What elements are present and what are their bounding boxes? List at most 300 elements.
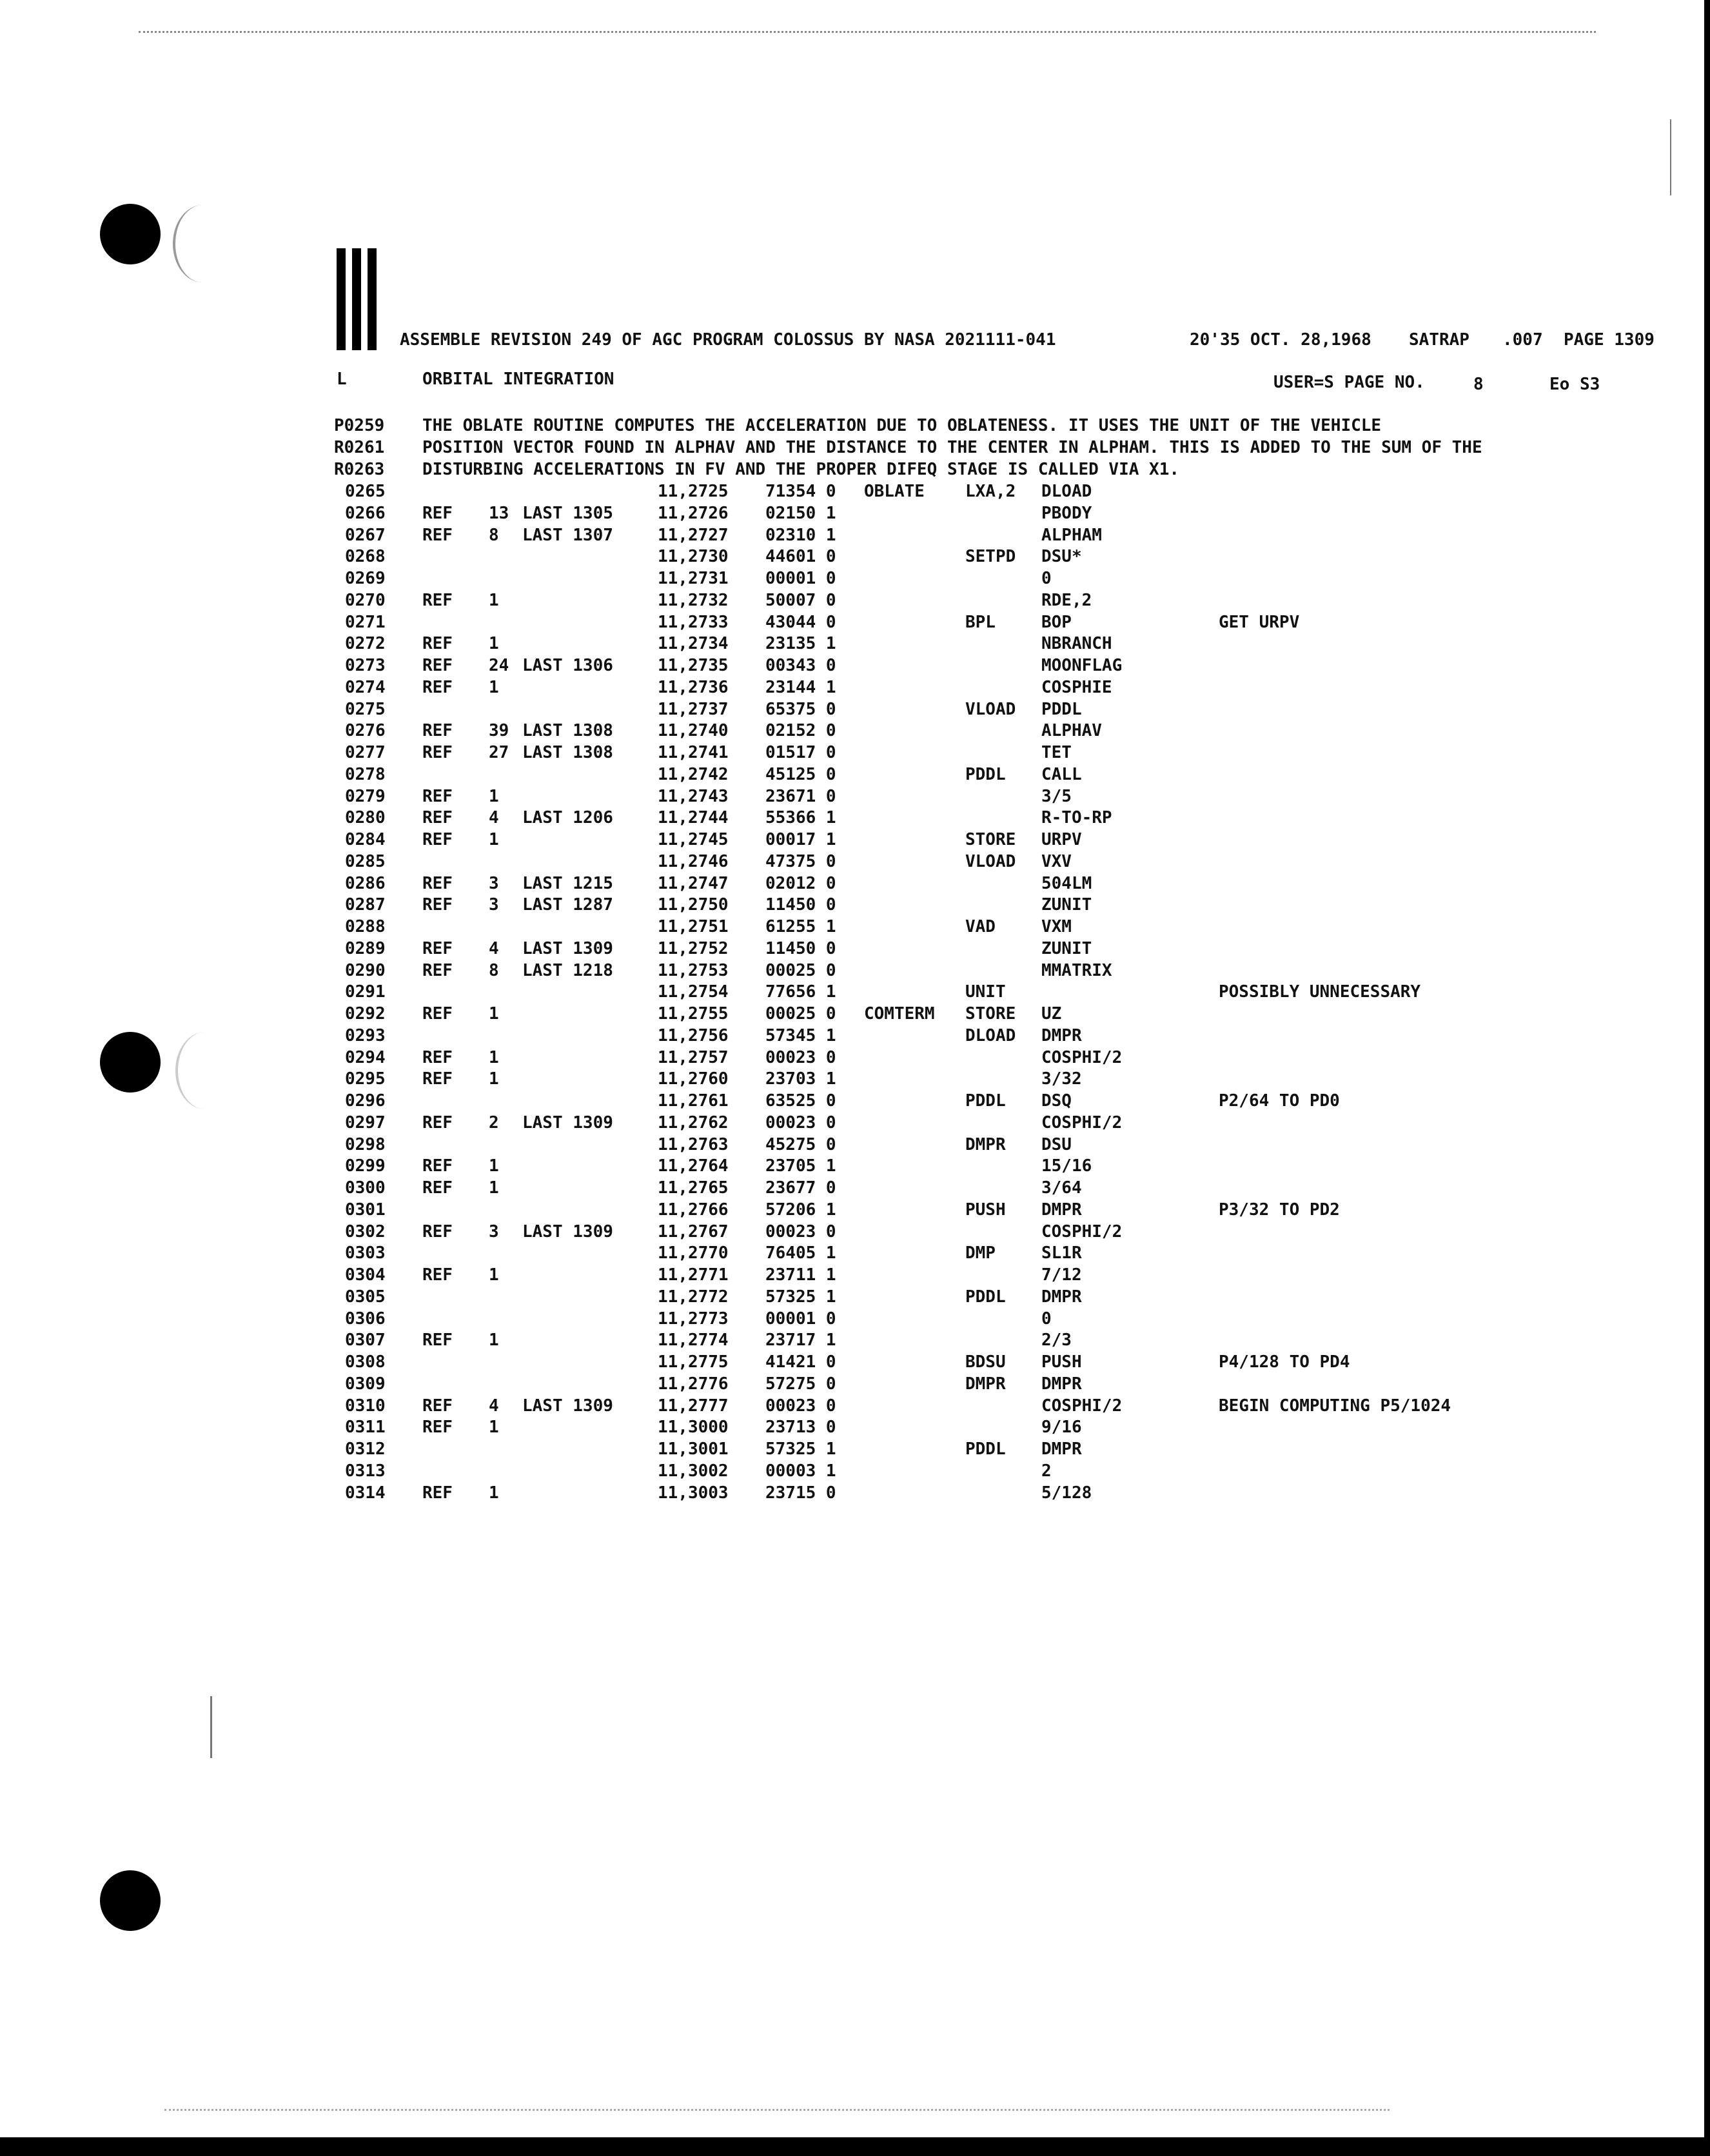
octal-word: 63525 0: [765, 1091, 836, 1111]
octal-word: 47375 0: [765, 851, 836, 871]
listing-row: [0, 852, 1710, 874]
listing-row: [0, 808, 1710, 830]
ref-count: 1: [489, 1069, 499, 1089]
symbol-label: COMTERM: [864, 1004, 935, 1024]
line-number: 0297: [345, 1113, 386, 1132]
assembly-title: ASSEMBLE REVISION 249 OF AGC PROGRAM COLOSSUS BY NASA 2021111-041: [400, 330, 1056, 350]
last-reference: LAST 1308: [522, 721, 613, 741]
line-number: 0278: [345, 764, 386, 784]
octal-word: 57325 1: [765, 1287, 836, 1307]
octal-word: 71354 0: [765, 482, 836, 501]
octal-word: 45275 0: [765, 1134, 836, 1154]
line-number: 0300: [345, 1178, 386, 1198]
operand: SL1R: [1041, 1243, 1082, 1263]
last-reference: LAST 1206: [522, 808, 613, 828]
octal-word: 00001 0: [765, 1309, 836, 1329]
octal-word: 00017 1: [765, 830, 836, 849]
ref-marker: REF: [422, 743, 453, 762]
operand: COSPHI/2: [1041, 1113, 1123, 1132]
operand: 5/128: [1041, 1483, 1092, 1503]
octal-word: 57275 0: [765, 1374, 836, 1394]
listing-row: [0, 1091, 1710, 1113]
address: 11,3000: [658, 1418, 729, 1438]
ref-marker: REF: [422, 1156, 453, 1176]
address: 11,2725: [658, 482, 729, 501]
ref-marker: REF: [422, 634, 453, 654]
address: 11,2764: [658, 1156, 729, 1176]
listing-row: [0, 1352, 1710, 1374]
last-reference: LAST 1218: [522, 960, 613, 980]
operand: PBODY: [1041, 503, 1092, 523]
operand: DLOAD: [1041, 482, 1092, 501]
operand: 3/64: [1041, 1178, 1082, 1198]
listing-row: [0, 1418, 1710, 1439]
address: 11,2727: [658, 525, 729, 545]
listing-row: [0, 1069, 1710, 1091]
listing-row: [0, 1048, 1710, 1070]
operand: PUSH: [1041, 1352, 1082, 1372]
address: 11,2776: [658, 1374, 729, 1394]
ref-marker: REF: [422, 677, 453, 697]
octal-word: 57325 1: [765, 1439, 836, 1459]
scan-mark-line-right: [1670, 119, 1671, 195]
comment-text: THE OBLATE ROUTINE COMPUTES THE ACCELERATION DUE TO OBLATENESS. IT USES THE UNIT OF THE VEHICLE: [422, 416, 1382, 435]
listing-row: [0, 874, 1710, 896]
operand: ZUNIT: [1041, 895, 1092, 915]
listing-row: [0, 1135, 1710, 1157]
last-reference: LAST 1287: [522, 895, 613, 915]
line-number: 0305: [345, 1287, 386, 1307]
line-number: 0314: [345, 1483, 386, 1503]
last-reference: LAST 1307: [522, 525, 613, 545]
address: 11,2756: [658, 1025, 729, 1045]
line-number: 0275: [345, 699, 386, 719]
ref-count: 39: [489, 721, 509, 741]
line-number: 0265: [345, 482, 386, 501]
ref-marker: REF: [422, 830, 453, 849]
listing-row: [0, 1374, 1710, 1396]
opcode: VLOAD: [965, 699, 1016, 719]
line-number: 0270: [345, 590, 386, 610]
operand: MOONFLAG: [1041, 656, 1123, 675]
listing-row: [0, 1330, 1710, 1352]
comment-text: DISTURBING ACCELERATIONS IN FV AND THE PROPER DIFEQ STAGE IS CALLED VIA X1.: [422, 460, 1179, 479]
ref-count: 13: [489, 503, 509, 523]
ref-marker: REF: [422, 1483, 453, 1503]
octal-word: 00343 0: [765, 656, 836, 675]
listing-row: [0, 765, 1710, 787]
octal-word: 55366 1: [765, 808, 836, 828]
line-number: 0267: [345, 525, 386, 545]
address: 11,2770: [658, 1243, 729, 1263]
operand: 0: [1041, 569, 1052, 588]
octal-word: 65375 0: [765, 699, 836, 719]
operand: 2/3: [1041, 1330, 1072, 1350]
ref-count: 8: [489, 960, 499, 980]
address: 11,2736: [658, 677, 729, 697]
listing-row: [0, 1026, 1710, 1048]
address: 11,2745: [658, 830, 729, 849]
operand: TET: [1041, 743, 1072, 762]
listing-row: [0, 526, 1710, 548]
line-number: 0272: [345, 634, 386, 654]
octal-word: 00023 0: [765, 1221, 836, 1241]
operand: ALPHAM: [1041, 525, 1102, 545]
operand: DSU*: [1041, 547, 1082, 567]
user-page-number: 8: [1473, 375, 1484, 394]
listing-row: [0, 547, 1710, 569]
remark: P3/32 TO PD2: [1219, 1200, 1340, 1220]
line-number: 0288: [345, 917, 386, 936]
opcode: DMPR: [965, 1134, 1006, 1154]
line-number: 0312: [345, 1439, 386, 1459]
operand: 504LM: [1041, 873, 1092, 893]
comment-line-number: R0263: [334, 460, 385, 479]
line-number: 0306: [345, 1309, 386, 1329]
operand: COSPHIE: [1041, 677, 1112, 697]
ref-count: 1: [489, 786, 499, 806]
ref-count: 1: [489, 1483, 499, 1503]
line-number: 0290: [345, 960, 386, 980]
operand: COSPHI/2: [1041, 1396, 1123, 1416]
octal-word: 23144 1: [765, 677, 836, 697]
listing-row: [0, 1483, 1710, 1505]
opcode: VAD: [965, 917, 996, 936]
operand: 7/12: [1041, 1265, 1082, 1285]
address: 11,2762: [658, 1113, 729, 1132]
listing-row: [0, 1243, 1710, 1265]
listing-row: [0, 656, 1710, 678]
address: 11,2774: [658, 1330, 729, 1350]
address: 11,2735: [658, 656, 729, 675]
operand: NBRANCH: [1041, 634, 1112, 654]
octal-word: 23705 1: [765, 1156, 836, 1176]
opcode: PDDL: [965, 1439, 1006, 1459]
octal-word: 50007 0: [765, 590, 836, 610]
operand: VXV: [1041, 851, 1072, 871]
line-number: 0308: [345, 1352, 386, 1372]
address: 11,2775: [658, 1352, 729, 1372]
octal-word: 61255 1: [765, 917, 836, 936]
ref-count: 1: [489, 1265, 499, 1285]
octal-word: 00001 0: [765, 569, 836, 588]
listing-row: [0, 917, 1710, 939]
line-number: 0304: [345, 1265, 386, 1285]
address: 11,3003: [658, 1483, 729, 1503]
operand: 0: [1041, 1309, 1052, 1329]
address: 11,2750: [658, 895, 729, 915]
ref-count: 4: [489, 1396, 499, 1416]
ref-marker: REF: [422, 590, 453, 610]
line-number: 0285: [345, 851, 386, 871]
listing-row: [0, 1156, 1710, 1178]
line-number: 0309: [345, 1374, 386, 1394]
line-number: 0286: [345, 873, 386, 893]
ref-marker: REF: [422, 1265, 453, 1285]
ref-count: 1: [489, 1004, 499, 1024]
address: 11,2747: [658, 873, 729, 893]
ref-count: 1: [489, 1330, 499, 1350]
line-number: 0289: [345, 938, 386, 958]
listing-row: [0, 895, 1710, 917]
address: 11,2746: [658, 851, 729, 871]
remark: BEGIN COMPUTING P5/1024: [1219, 1396, 1451, 1416]
operand: CALL: [1041, 764, 1082, 784]
address: 11,2751: [658, 917, 729, 936]
ref-marker: REF: [422, 525, 453, 545]
ref-marker: REF: [422, 1221, 453, 1241]
ref-marker: REF: [422, 656, 453, 675]
listing-row: [0, 1113, 1710, 1135]
octal-word: 02150 1: [765, 503, 836, 523]
ref-marker: REF: [422, 1047, 453, 1067]
listing-row: [0, 1200, 1710, 1222]
ref-count: 2: [489, 1113, 499, 1132]
ref-count: 4: [489, 808, 499, 828]
address: 11,2773: [658, 1309, 729, 1329]
line-number: 0280: [345, 808, 386, 828]
operand: DSQ: [1041, 1091, 1072, 1111]
octal-word: 45125 0: [765, 764, 836, 784]
last-reference: LAST 1306: [522, 656, 613, 675]
octal-word: 57206 1: [765, 1200, 836, 1220]
opcode: SETPD: [965, 547, 1016, 567]
last-reference: LAST 1309: [522, 1221, 613, 1241]
last-reference: LAST 1309: [522, 938, 613, 958]
address: 11,2733: [658, 612, 729, 632]
listing-row: [0, 787, 1710, 809]
page-edge-bottom: [0, 2137, 1710, 2156]
listing-row: [0, 1178, 1710, 1200]
line-number: 0293: [345, 1025, 386, 1045]
line-number: 0296: [345, 1091, 386, 1111]
address: 11,2760: [658, 1069, 729, 1089]
line-number: 0291: [345, 982, 386, 1002]
remark: P2/64 TO PD0: [1219, 1091, 1340, 1111]
operand: VXM: [1041, 917, 1072, 936]
opcode: STORE: [965, 830, 1016, 849]
last-reference: LAST 1309: [522, 1113, 613, 1132]
last-reference: LAST 1215: [522, 873, 613, 893]
ref-marker: REF: [422, 1396, 453, 1416]
octal-word: 23715 0: [765, 1483, 836, 1503]
ref-count: 3: [489, 1221, 499, 1241]
operand: PDDL: [1041, 699, 1082, 719]
line-number: 0271: [345, 612, 386, 632]
listing-row: [0, 1439, 1710, 1461]
comment-line-number: R0261: [334, 438, 385, 457]
address: 11,2765: [658, 1178, 729, 1198]
octal-word: 00023 0: [765, 1113, 836, 1132]
line-number: 0287: [345, 895, 386, 915]
line-number: 0303: [345, 1243, 386, 1263]
address: 11,2777: [658, 1396, 729, 1416]
symbol-label: OBLATE: [864, 482, 925, 501]
ref-count: 8: [489, 525, 499, 545]
ref-count: 1: [489, 1418, 499, 1438]
operand: 3/5: [1041, 786, 1072, 806]
page-number: PAGE 1309: [1564, 330, 1655, 350]
operand: URPV: [1041, 830, 1082, 849]
opcode: STORE: [965, 1004, 1016, 1024]
octal-word: 02012 0: [765, 873, 836, 893]
octal-word: 02310 1: [765, 525, 836, 545]
ref-marker: REF: [422, 1004, 453, 1024]
listing-row: [0, 678, 1710, 700]
opcode: DMPR: [965, 1374, 1006, 1394]
listing-row: [0, 1004, 1710, 1026]
octal-word: 23703 1: [765, 1069, 836, 1089]
address: 11,2730: [658, 547, 729, 567]
scan-mark-line: [210, 1696, 212, 1758]
line-number: 0269: [345, 569, 386, 588]
line-number: 0299: [345, 1156, 386, 1176]
ref-marker: REF: [422, 938, 453, 958]
opcode: UNIT: [965, 982, 1006, 1002]
address: 11,2761: [658, 1091, 729, 1111]
ref-count: 3: [489, 873, 499, 893]
comment-line-number: P0259: [334, 416, 385, 435]
address: 11,2754: [658, 982, 729, 1002]
listing-row: [0, 1396, 1710, 1418]
last-reference: LAST 1308: [522, 743, 613, 762]
address: 11,2740: [658, 721, 729, 741]
octal-word: 00025 0: [765, 1004, 836, 1024]
address: 11,2743: [658, 786, 729, 806]
listing-row: [0, 1287, 1710, 1309]
operand: ALPHAV: [1041, 721, 1102, 741]
operand: COSPHI/2: [1041, 1047, 1123, 1067]
listing-row: [0, 1309, 1710, 1331]
octal-word: 02152 0: [765, 721, 836, 741]
address: 11,2771: [658, 1265, 729, 1285]
octal-word: 23717 1: [765, 1330, 836, 1350]
operand: 3/32: [1041, 1069, 1082, 1089]
opcode: DLOAD: [965, 1025, 1016, 1045]
listing-row: [0, 482, 1710, 504]
ref-count: 1: [489, 590, 499, 610]
operand: DMPR: [1041, 1200, 1082, 1220]
octal-word: 23711 1: [765, 1265, 836, 1285]
assembly-timestamp: 20'35 OCT. 28,1968: [1190, 330, 1371, 350]
ref-marker: REF: [422, 1069, 453, 1089]
ref-marker: REF: [422, 895, 453, 915]
scan-dotted-top-edge: [139, 31, 1596, 33]
address: 11,2766: [658, 1200, 729, 1220]
opcode: PDDL: [965, 764, 1006, 784]
address: 11,3001: [658, 1439, 729, 1459]
remark: POSSIBLY UNNECESSARY: [1219, 982, 1421, 1002]
line-number: 0284: [345, 830, 386, 849]
operand: UZ: [1041, 1004, 1062, 1024]
section-letter: L: [337, 370, 347, 389]
ref-marker: REF: [422, 1330, 453, 1350]
octal-word: 00023 0: [765, 1047, 836, 1067]
last-reference: LAST 1305: [522, 503, 613, 523]
ref-marker: REF: [422, 503, 453, 523]
address: 11,2755: [658, 1004, 729, 1024]
octal-word: 57345 1: [765, 1025, 836, 1045]
remark: GET URPV: [1219, 612, 1300, 632]
remark: P4/128 TO PD4: [1219, 1352, 1350, 1372]
line-number: 0294: [345, 1047, 386, 1067]
ref-count: 1: [489, 1178, 499, 1198]
address: 11,2753: [658, 960, 729, 980]
operand: DSU: [1041, 1134, 1072, 1154]
operand: 9/16: [1041, 1418, 1082, 1438]
listing-row: [0, 1265, 1710, 1287]
line-number: 0268: [345, 547, 386, 567]
listing-row: [0, 504, 1710, 526]
line-number: 0310: [345, 1396, 386, 1416]
listing-row: [0, 961, 1710, 983]
octal-word: 11450 0: [765, 895, 836, 915]
address: 11,2737: [658, 699, 729, 719]
last-reference: LAST 1309: [522, 1396, 613, 1416]
listing-row: [0, 634, 1710, 656]
octal-word: 43044 0: [765, 612, 836, 632]
address: 11,2731: [658, 569, 729, 588]
listing-row: [0, 830, 1710, 852]
address: 11,2734: [658, 634, 729, 654]
address: 11,2744: [658, 808, 729, 828]
address: 11,2772: [658, 1287, 729, 1307]
operand: DMPR: [1041, 1374, 1082, 1394]
binder-hole-top: [100, 204, 161, 264]
opcode: LXA,2: [965, 482, 1016, 501]
ref-marker: REF: [422, 1113, 453, 1132]
line-number: 0313: [345, 1461, 386, 1481]
octal-word: 41421 0: [765, 1352, 836, 1372]
operand: BOP: [1041, 612, 1072, 632]
ref-count: 1: [489, 677, 499, 697]
ref-count: 1: [489, 830, 499, 849]
operand: DMPR: [1041, 1439, 1082, 1459]
opcode: BPL: [965, 612, 996, 632]
corner-mark: Eo S3: [1549, 375, 1600, 394]
line-number: 0311: [345, 1418, 386, 1438]
listing-row: [0, 569, 1710, 591]
section-title: ORBITAL INTEGRATION: [422, 370, 614, 389]
ref-count: 24: [489, 656, 509, 675]
address: 11,3002: [658, 1461, 729, 1481]
operand: R-TO-RP: [1041, 808, 1112, 828]
address: 11,2763: [658, 1134, 729, 1154]
octal-word: 44601 0: [765, 547, 836, 567]
address: 11,2732: [658, 590, 729, 610]
operand: DMPR: [1041, 1025, 1082, 1045]
octal-word: 23677 0: [765, 1178, 836, 1198]
line-number: 0273: [345, 656, 386, 675]
line-number: 0292: [345, 1004, 386, 1024]
listing-row: [0, 1222, 1710, 1244]
ref-marker: REF: [422, 1418, 453, 1438]
octal-word: 00023 0: [765, 1396, 836, 1416]
operand: MMATRIX: [1041, 960, 1112, 980]
line-number: 0302: [345, 1221, 386, 1241]
ref-marker: REF: [422, 721, 453, 741]
ref-count: 27: [489, 743, 509, 762]
version-label: .007: [1502, 330, 1543, 350]
scan-dotted-bottom-edge: [164, 2109, 1390, 2111]
octal-word: 23135 1: [765, 634, 836, 654]
line-number: 0298: [345, 1134, 386, 1154]
ref-count: 4: [489, 938, 499, 958]
operand: RDE,2: [1041, 590, 1092, 610]
binder-hole-bottom: [100, 1870, 161, 1931]
ref-count: 1: [489, 1156, 499, 1176]
listing-row: [0, 982, 1710, 1004]
